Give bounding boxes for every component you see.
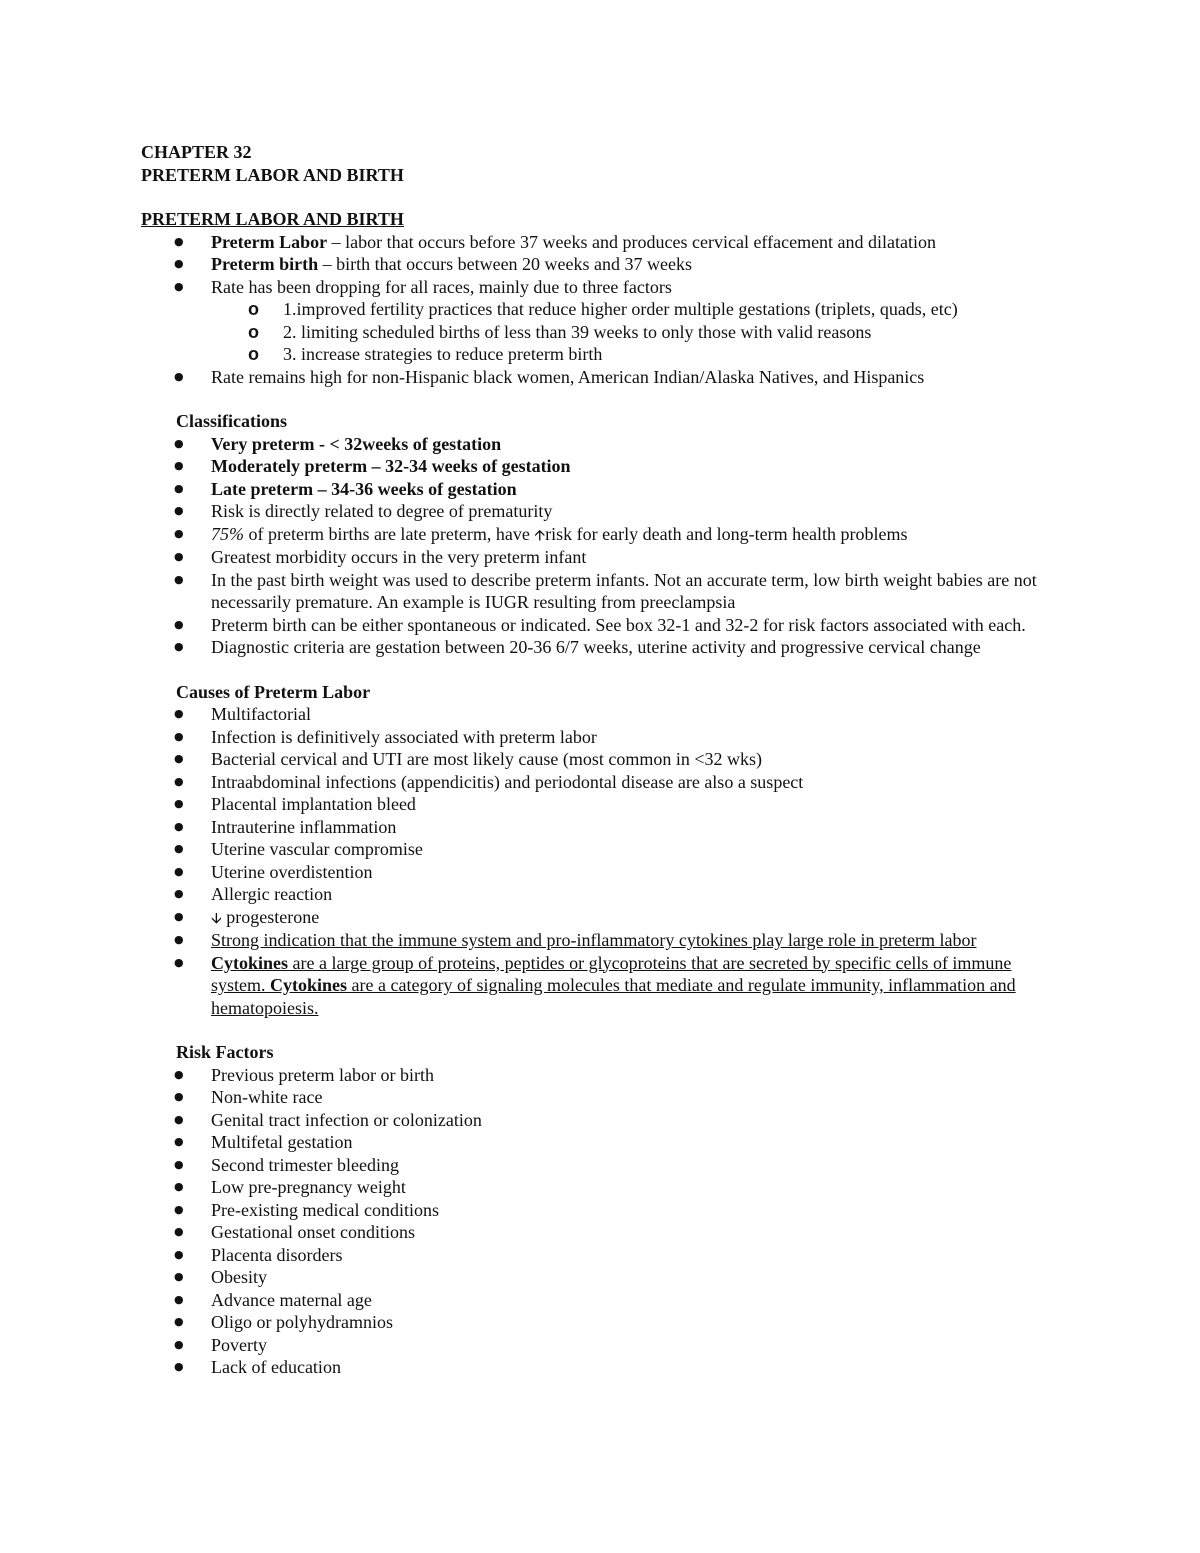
document-content (141, 141, 1061, 1379)
section-heading-preterm: PRETERM LABOR AND BIRTH (141, 209, 404, 229)
list-item: ● Genital tract infection or colonization (141, 1109, 1061, 1132)
list-item: ● Bacterial cervical and UTI are most likely cause (most common in <32 wks) (141, 748, 1061, 771)
list-item: ● In the past birth weight was used to describe preterm infants. Not an accurate term, low birth weight babies are not necessarily premature. An example is IUGR resulting from preeclampsia (141, 569, 1061, 614)
term: Cytokines (211, 952, 289, 973)
down-arrow-icon: 🡫 (211, 908, 222, 927)
list-item: ● Diagnostic criteria are gestation between 20-36 6/7 weeks, uterine activity and progressive cervical change (141, 636, 1061, 659)
list-item: ● 🡫 progesterone (141, 906, 1061, 930)
list-item: ● Low pre-pregnancy weight (141, 1176, 1061, 1199)
list-item: ● Preterm birth can be either spontaneous or indicated. See box 32-1 and 32-2 for risk factors associated with each. (141, 614, 1061, 637)
list-item: ● Preterm Labor – labor that occurs before 37 weeks and produces cervical effacement and dilatation (141, 231, 1061, 254)
list-item: ● Gestational onset conditions (141, 1221, 1061, 1244)
list-item: ● Allergic reaction (141, 883, 1061, 906)
list-item: ● Preterm birth – birth that occurs between 20 weeks and 37 weeks (141, 253, 1061, 276)
list-item: ● Risk is directly related to degree of prematurity (141, 500, 1061, 523)
term: Preterm Labor (211, 231, 328, 252)
sub-list-item: o 1.improved fertility practices that reduce higher order multiple gestations (triplets, quads, etc) (141, 298, 1061, 321)
list-item: ● Lack of education (141, 1356, 1061, 1379)
list-item: ● Pre-existing medical conditions (141, 1199, 1061, 1222)
chapter-number: CHAPTER 32 (141, 142, 252, 162)
list-item: ● Intraabdominal infections (appendicitis) and periodontal disease are also a suspect (141, 771, 1061, 794)
list-item: ● 75% of preterm births are late preterm, have 🡩risk for early death and long-term health problems (141, 523, 1061, 547)
list-item: ● Infection is definitively associated with preterm labor (141, 726, 1061, 749)
list-item: ● Multifactorial (141, 703, 1061, 726)
list-item: ● Non-white race (141, 1086, 1061, 1109)
term: Cytokines (270, 975, 348, 995)
term: Preterm birth (211, 254, 319, 274)
list-item: ● Uterine overdistention (141, 861, 1061, 884)
risk-factors-list (141, 1064, 1061, 1379)
section-heading-classifications: Classifications (176, 411, 288, 431)
list-item: ● Intrauterine inflammation (141, 816, 1061, 839)
causes-list (141, 703, 1061, 1019)
list-item: ● Moderately preterm – 32-34 weeks of gestation (141, 455, 1061, 478)
list-item: ● Previous preterm labor or birth (141, 1064, 1061, 1087)
list-item: ● Multifetal gestation (141, 1131, 1061, 1154)
chapter-title: PRETERM LABOR AND BIRTH (141, 164, 404, 185)
list-item: ● Uterine vascular compromise (141, 838, 1061, 861)
list-item: ● Placental implantation bleed (141, 793, 1061, 816)
list-item: ● Poverty (141, 1334, 1061, 1357)
list-item: ● Cytokines are a large group of proteins, peptides or glycoproteins that are secreted by specific cells of immune system. Cytokines are a category of signaling molecules that mediate and regulate immunity, inflammation and hematopoiesis. (141, 952, 1061, 1020)
list-item: ● Rate remains high for non-Hispanic black women, American Indian/Alaska Natives, and Hispanics (141, 366, 1061, 389)
list-item: ● Late preterm – 34-36 weeks of gestation (141, 478, 1061, 501)
section-heading-causes: Causes of Preterm Labor (176, 681, 371, 702)
list-item: ● Strong indication that the immune system and pro-inflammatory cytokines play large role in preterm labor (141, 929, 1061, 952)
list-item: ● Very preterm - < 32weeks of gestation (141, 433, 1061, 456)
list-item: ● Rate has been dropping for all races, mainly due to three factors (141, 276, 1061, 299)
list-item: ● Greatest morbidity occurs in the very preterm infant (141, 546, 1061, 569)
classifications-list (141, 433, 1061, 659)
sub-list-item: o 3. increase strategies to reduce preterm birth (141, 343, 1061, 366)
up-arrow-icon: 🡩 (534, 525, 546, 544)
list-item: ● Oligo or polyhydramnios (141, 1311, 1061, 1334)
list-item: ● Second trimester bleeding (141, 1154, 1061, 1177)
preterm-list (141, 231, 1061, 389)
list-item: ● Placenta disorders (141, 1244, 1061, 1267)
list-item: ● Obesity (141, 1266, 1061, 1289)
section-heading-risk-factors: Risk Factors (176, 1042, 274, 1062)
list-item: ● Advance maternal age (141, 1289, 1061, 1312)
sub-list-item: o 2. limiting scheduled births of less than 39 weeks to only those with valid reasons (141, 321, 1061, 344)
